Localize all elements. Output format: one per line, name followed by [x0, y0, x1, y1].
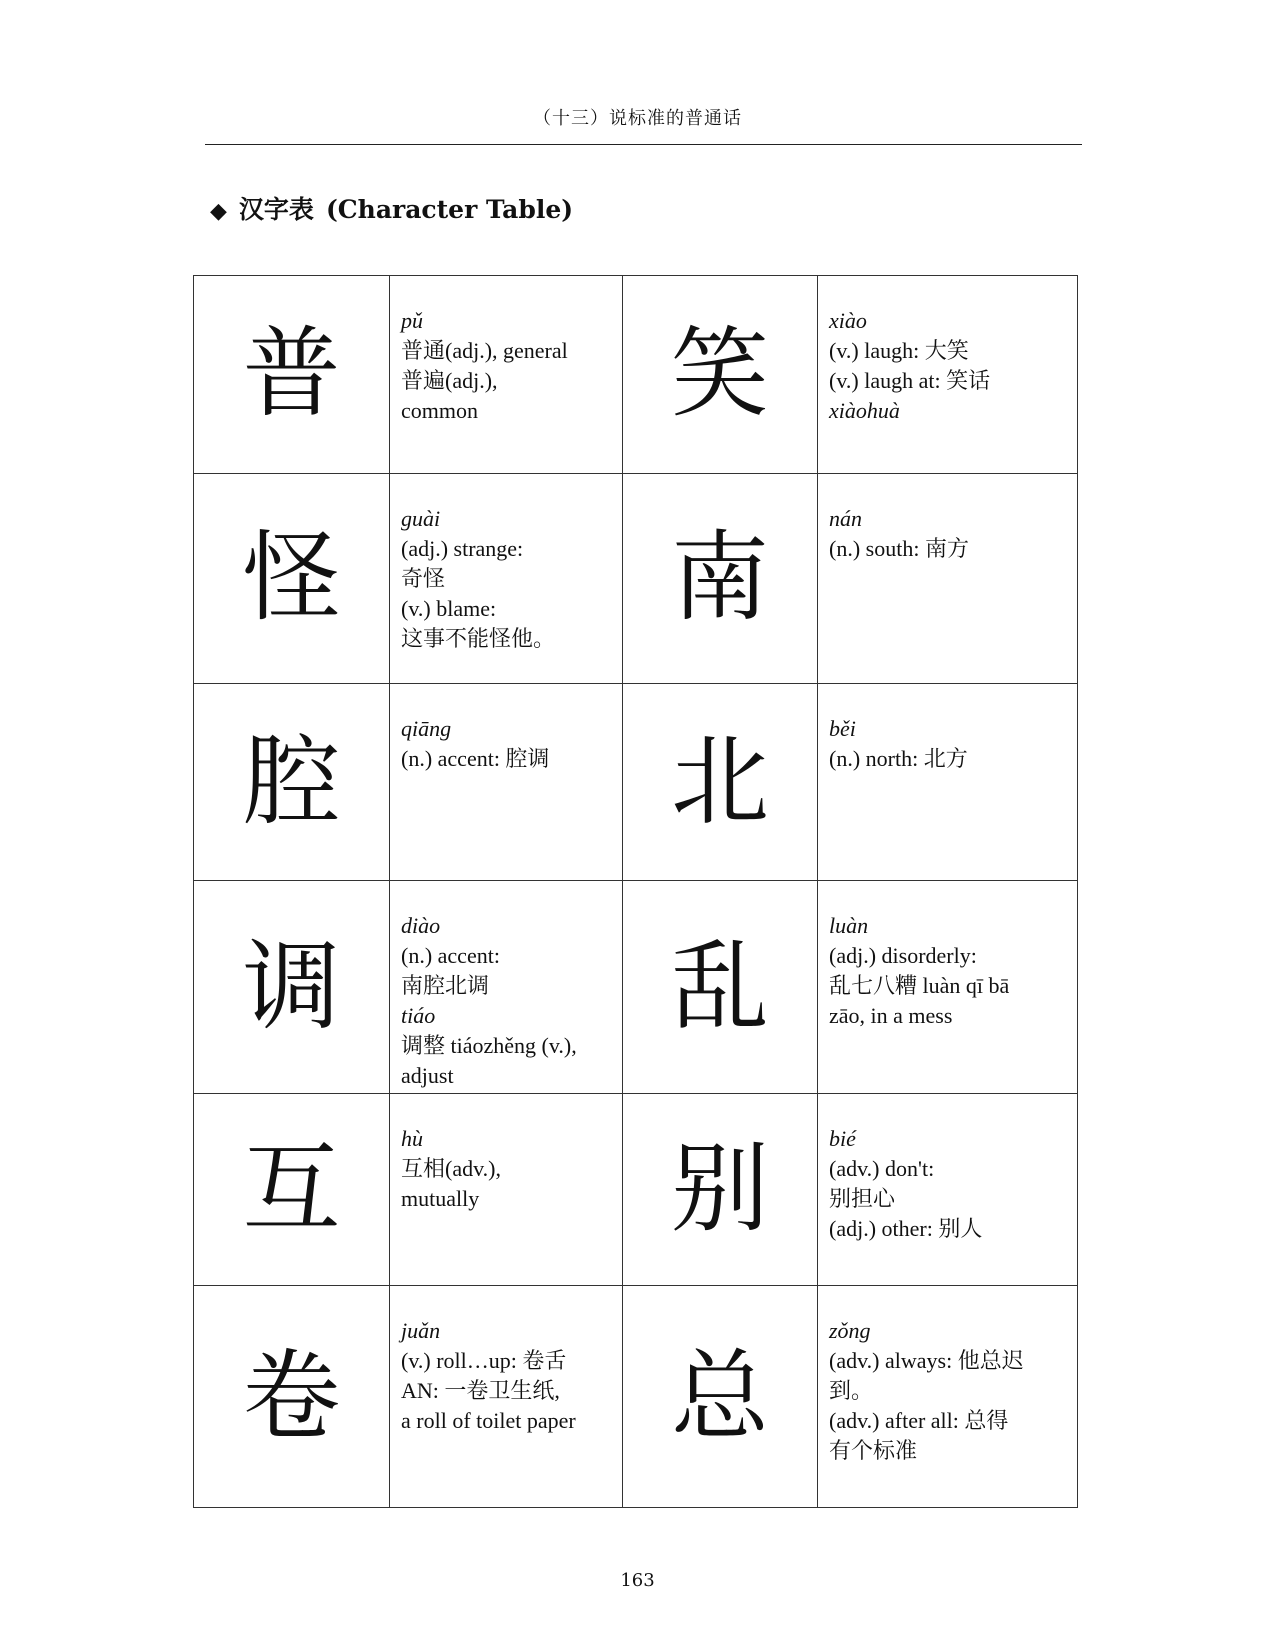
hanzi: 卷 [242, 1339, 341, 1454]
pinyin: diào [401, 912, 441, 938]
table-row [194, 276, 1078, 474]
definition-line: 互相(adv.), [401, 1155, 501, 1181]
definition-line: (v.) roll…up: 卷舌 [401, 1348, 567, 1374]
character-cell [623, 276, 818, 474]
definition-line: (adv.) don't: [829, 1155, 935, 1181]
hanzi: 乱 [670, 929, 769, 1044]
definition-line: (v.) blame: [401, 595, 497, 621]
hanzi: 别 [670, 1132, 769, 1247]
diamond-bullet-icon: ◆ [210, 198, 227, 224]
pinyin: luàn [829, 912, 869, 938]
table-row [194, 880, 1078, 1093]
hanzi: 北 [670, 725, 769, 840]
hanzi: 调 [242, 929, 341, 1044]
page-number: 163 [620, 1570, 655, 1591]
definition-line: 普通(adj.), general [401, 338, 568, 363]
definition-line: (adv.) after all: 总得 [829, 1408, 1009, 1434]
pinyin: pǔ [401, 308, 423, 333]
definition-line: (n.) south: 南方 [829, 535, 969, 561]
table-row [194, 1093, 1078, 1286]
pinyin: zǒng [829, 1318, 871, 1344]
character-table [193, 275, 1078, 1508]
hanzi: 互 [242, 1132, 341, 1247]
definition-line: 南腔北调 [401, 972, 490, 998]
character-cell [623, 880, 818, 1093]
definition-line: 这事不能怪他。 [401, 625, 556, 651]
header-divider [205, 144, 1082, 145]
definition-cell [818, 473, 1078, 684]
definition-cell [390, 1286, 623, 1508]
definition-line: tiáo [401, 1002, 436, 1028]
character-cell [194, 473, 390, 684]
pinyin: guài [401, 505, 441, 531]
hanzi: 总 [670, 1339, 769, 1454]
pinyin: xiào [829, 308, 867, 333]
definition-line: 别担心 [829, 1185, 896, 1211]
definition-line: (adj.) other: 别人 [829, 1215, 983, 1241]
section-heading [210, 190, 573, 226]
definition-line: zāo, in a mess [829, 1002, 953, 1028]
hanzi: 南 [670, 521, 769, 636]
pinyin: běi [829, 716, 856, 742]
definition-line: (n.) accent: 腔调 [401, 746, 550, 772]
character-cell [623, 684, 818, 881]
definition-cell [390, 1093, 623, 1286]
definition-line: adjust [401, 1062, 454, 1088]
character-cell [194, 1286, 390, 1508]
character-cell [194, 684, 390, 881]
pinyin: nán [829, 505, 862, 531]
definition-cell [818, 276, 1078, 474]
definition-line: (n.) accent: [401, 942, 500, 968]
definition-line: (v.) laugh: 大笑 [829, 338, 969, 363]
character-cell [623, 1286, 818, 1508]
pinyin: qiāng [401, 716, 452, 742]
character-cell [194, 1093, 390, 1286]
definition-line: 有个标准 [829, 1438, 918, 1464]
pinyin: hù [401, 1125, 423, 1151]
definition-line: common [401, 398, 478, 423]
definition-line: xiàohuà [829, 398, 900, 423]
character-cell [194, 276, 390, 474]
character-cell [623, 473, 818, 684]
definition-line: (adv.) always: 他总迟 [829, 1348, 1024, 1374]
character-cell [623, 1093, 818, 1286]
definition-line: 奇怪 [401, 565, 446, 591]
definition-line: (n.) north: 北方 [829, 746, 968, 772]
hanzi: 腔 [242, 725, 341, 840]
character-cell [194, 880, 390, 1093]
definition-line: 到。 [829, 1378, 874, 1404]
definition-cell [818, 880, 1078, 1093]
definition-line: mutually [401, 1185, 480, 1211]
definition-cell [818, 1286, 1078, 1508]
table-row [194, 1286, 1078, 1508]
definition-cell [390, 473, 623, 684]
definition-line: 调整 tiáozhěng (v.), [401, 1032, 577, 1058]
definition-line: a roll of toilet paper [401, 1408, 576, 1434]
definition-line: (v.) laugh at: 笑话 [829, 368, 991, 393]
hanzi: 笑 [670, 317, 769, 432]
definition-cell [390, 880, 623, 1093]
hanzi: 怪 [242, 521, 341, 636]
definition-line: AN: 一卷卫生纸, [401, 1378, 560, 1404]
section-title-zh: 汉字表 [238, 195, 314, 224]
definition-line: 普遍(adj.), [401, 368, 498, 393]
running-header: （十三）说标准的普通话 [533, 108, 742, 129]
definition-cell [818, 684, 1078, 881]
hanzi: 普 [242, 317, 341, 432]
table-row [194, 473, 1078, 684]
pinyin: juǎn [401, 1318, 441, 1344]
pinyin: bié [829, 1125, 856, 1151]
definition-line: (adj.) strange: [401, 535, 524, 561]
definition-line: 乱七八糟 luàn qī bā [829, 972, 1010, 998]
table-row [194, 684, 1078, 881]
definition-line: (adj.) disorderly: [829, 942, 977, 968]
definition-cell [818, 1093, 1078, 1286]
definition-cell [390, 684, 623, 881]
definition-cell [390, 276, 623, 474]
section-title-en: (Character Table) [325, 195, 574, 224]
